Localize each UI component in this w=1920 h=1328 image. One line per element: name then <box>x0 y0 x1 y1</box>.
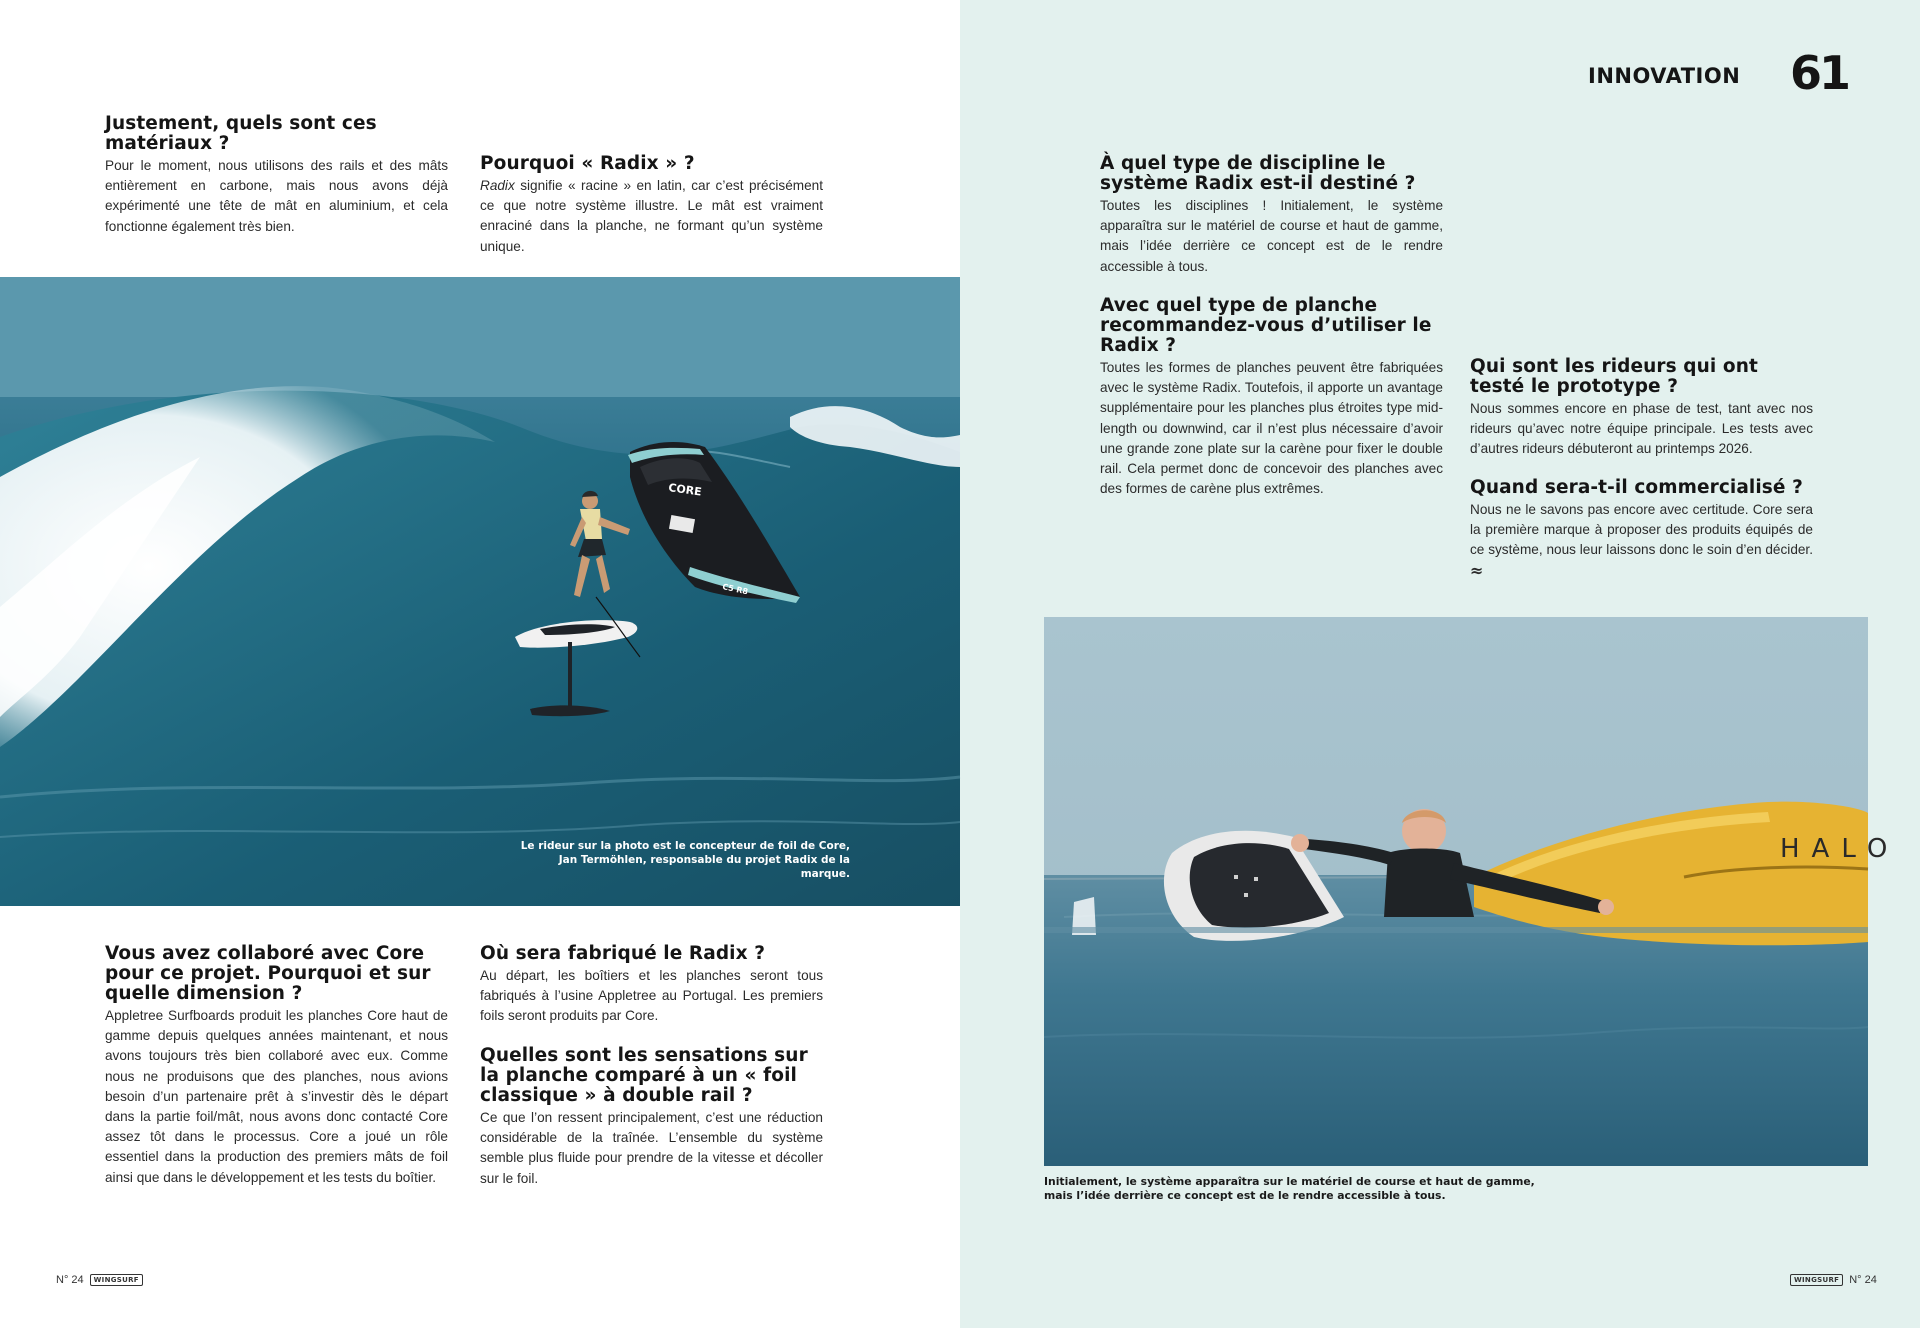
wing-brand-halo: HALO <box>1780 834 1900 864</box>
qa-collaboration <box>105 944 448 1188</box>
section-label: INNOVATION <box>1588 64 1741 88</box>
question-heading: Pourquoi « Radix » ? <box>480 153 695 174</box>
question-heading: Avec quel type de planche recommandez-vous d’utiliser le Radix ? <box>1100 295 1432 356</box>
answer-text: Toutes les formes de planches peuvent être fabriquées avec le système Radix. Toutefois, il apporte un avantage supplémentaire pour les planches plus étroites type mid-length ou downwind, car il n’est plus nécessaire d’avoir une grande zone plate sur la carène pour fixer le double rail. Cela permet donc de concevoir des planches avec des formes de carène plus extrêmes. <box>1100 360 1443 497</box>
question-heading: À quel type de discipline le système Radix est-il destiné ? <box>1100 153 1416 194</box>
qa-testers <box>1470 357 1813 460</box>
qa-sensations <box>480 1046 823 1189</box>
left-folio <box>56 1274 143 1286</box>
issue-number: N° 24 <box>1849 1274 1877 1286</box>
qa-why-radix <box>480 154 823 257</box>
caption-line: mais l’idée derrière ce concept est de le rendre accessible à tous. <box>1044 1189 1446 1202</box>
question-heading: Quelles sont les sensations sur la planche comparé à un « foil classique » à double rail ? <box>480 1045 808 1106</box>
answer-text: Nous sommes encore en phase de test, tant avec nos rideurs qu’avec notre équipe principale. Les tests avec d’autres rideurs débuteront au printemps 2026. <box>1470 401 1813 457</box>
caption-line: Jan Termöhlen, responsable du projet Radix de la marque. <box>558 854 850 880</box>
radix-italic: Radix <box>480 178 515 193</box>
caption-line: Le rideur sur la photo est le concepteur de foil de Core, <box>520 840 850 852</box>
page-number: 61 <box>1790 46 1849 100</box>
qa-discipline <box>1100 154 1443 277</box>
answer-body: Nous ne le savons pas encore avec certitude. Core sera la première marque à proposer des produits équipés de ce système, nous leur laissons donc le soin d’en décider. <box>1470 502 1813 558</box>
end-mark: ≈ <box>1470 560 1484 580</box>
qa-where-made <box>480 944 823 1027</box>
photo2-caption <box>1044 1175 1644 1203</box>
question-heading: Qui sont les rideurs qui ont testé le prototype ? <box>1470 356 1758 397</box>
magazine-logo: WINGSURF <box>90 1274 143 1286</box>
answer-text <box>480 176 823 257</box>
photo-wave-rider <box>0 277 960 906</box>
answer-text: Pour le moment, nous utilisons des rails et des mâts entièrement en carbone, mais nous avons déjà expérimenté une tête de mât en aluminium, et cela fonctionne également très bien. <box>105 158 448 234</box>
answer-rest: signifie « racine » en latin, car c’est précisément ce que notre système illustre. Le mât est vraiment enraciné dans la planche, ne formant qu’un système unique. <box>480 178 823 254</box>
qa-release <box>1470 478 1813 582</box>
question-heading: Quand sera-t-il commercialisé ? <box>1470 477 1803 498</box>
question-heading: Vous avez collaboré avec Core pour ce projet. Pourquoi et sur quelle dimension ? <box>105 943 431 1004</box>
qa-board-type <box>1100 296 1443 499</box>
wing-brand-text: CORE <box>667 481 703 499</box>
answer-text: Appletree Surfboards produit les planches Core haut de gamme depuis quelques années maintenant, et nous avons toujours très bien collaboré avec eux. Comme nous ne produisons que des planches, nous avions besoin d’un partenaire prêt à s’investir dès le départ dans la partie foil/mât, nous avons donc contacté Core assez tôt dans le processus. Core a joué un rôle essentiel dans la production des premiers mâts de foil ainsi que dans le développement et les tests du boîtier. <box>105 1008 448 1185</box>
answer-text: Ce que l’on ressent principalement, c’est une réduction considérable de la traînée. L’ensemble du système semble plus fluide pour prendre de la vitesse et décoller sur le foil. <box>480 1110 823 1186</box>
right-folio <box>1790 1274 1877 1286</box>
wing-model-text: C5 R8 <box>721 582 749 597</box>
photo1-caption <box>510 839 850 881</box>
caption-line: Initialement, le système apparaîtra sur le matériel de course et haut de gamme, <box>1044 1175 1535 1188</box>
answer-text <box>1470 500 1813 582</box>
answer-text: Toutes les disciplines ! Initialement, le système apparaîtra sur le matériel de course et haut de gamme, mais l’idée derrière ce concept est de le rendre accessible à tous. <box>1100 198 1443 274</box>
magazine-logo: WINGSURF <box>1790 1274 1843 1286</box>
photo-rider-in-water <box>1044 617 1900 1166</box>
issue-number: N° 24 <box>56 1274 84 1286</box>
question-heading: Où sera fabriqué le Radix ? <box>480 943 766 964</box>
question-heading: Justement, quels sont ces matériaux ? <box>105 113 377 154</box>
answer-text: Au départ, les boîtiers et les planches seront tous fabriqués à l’usine Appletree au Portugal. Les premiers foils seront produits par Core. <box>480 968 823 1024</box>
qa-materials <box>105 114 448 237</box>
